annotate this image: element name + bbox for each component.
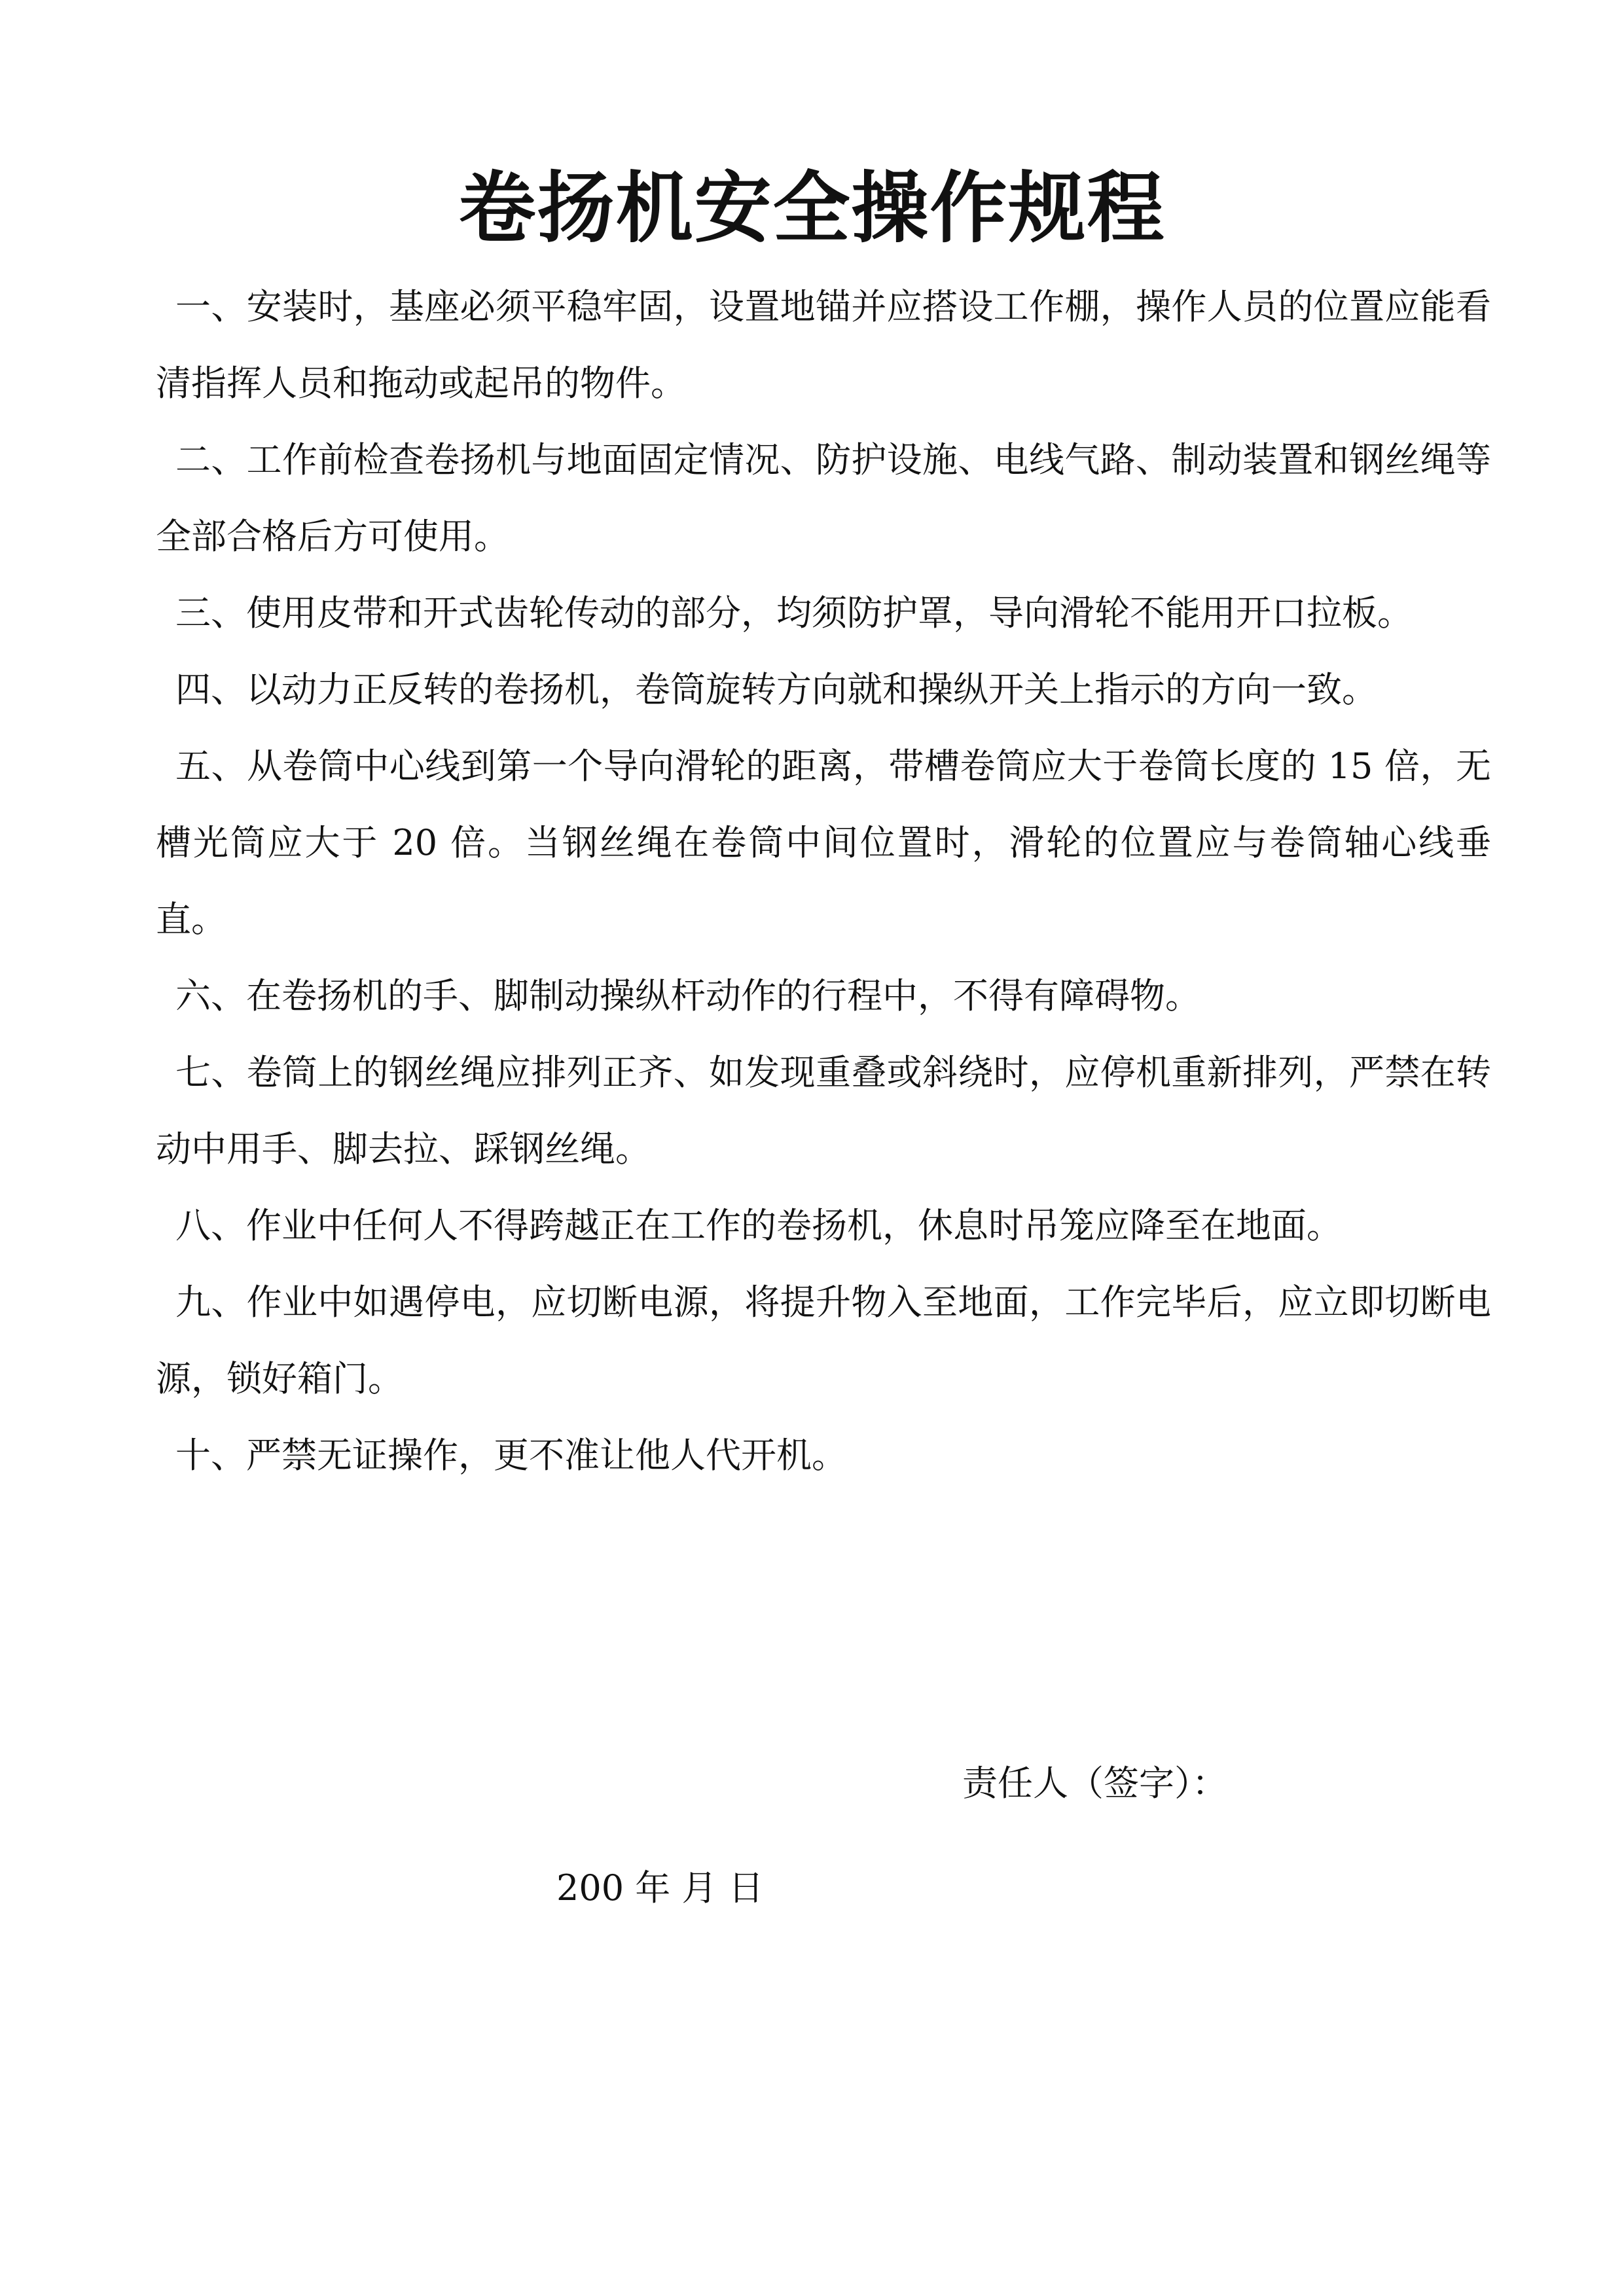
- regulation-item-1: 一、安装时，基座必须平稳牢固，设置地锚并应搭设工作棚，操作人员的位置应能看清指挥人员和拖动或起吊的物件。: [156, 286, 1491, 404]
- regulation-list: [156, 268, 1491, 1494]
- regulation-item-3: 三、使用皮带和开式齿轮传动的部分，均须防护罩，导向滑轮不能用开口拉板。: [175, 592, 1413, 634]
- regulation-item-4: 四、以动力正反转的卷扬机，卷筒旋转方向就和操纵开关上指示的方向一致。: [175, 669, 1377, 710]
- regulation-item-2: 二、工作前检查卷扬机与地面固定情况、防护设施、电线气路、制动装置和钢丝绳等全部合格后方可使用。: [156, 439, 1491, 557]
- regulation-item-7: 七、卷筒上的钢丝绳应排列正齐、如发现重叠或斜绕时，应停机重新排列，严禁在转动中用手、脚去拉、踩钢丝绳。: [156, 1052, 1491, 1170]
- regulation-item-8: 八、作业中任何人不得跨越正在工作的卷扬机，休息时吊笼应降至在地面。: [175, 1205, 1342, 1246]
- regulation-item-9: 九、作业中如遇停电，应切断电源，将提升物入至地面，工作完毕后，应立即切断电源，锁好箱门。: [156, 1282, 1491, 1399]
- signature-label: 责任人（签字）：: [962, 1763, 1227, 1804]
- regulation-item-10: 十、严禁无证操作，更不准让他人代开机。: [175, 1435, 847, 1476]
- date-line: 200 年 月 日: [556, 1867, 764, 1909]
- document-title: 卷扬机安全操作规程: [458, 163, 1166, 253]
- regulation-item-6: 六、在卷扬机的手、脚制动操纵杆动作的行程中，不得有障碍物。: [175, 975, 1200, 1016]
- regulation-item-5: 五、从卷筒中心线到第一个导向滑轮的距离，带槽卷筒应大于卷筒长度的 15 倍，无槽光筒应大于 20 倍。当钢丝绳在卷筒中间位置时，滑轮的位置应与卷筒轴心线垂直。: [156, 745, 1491, 940]
